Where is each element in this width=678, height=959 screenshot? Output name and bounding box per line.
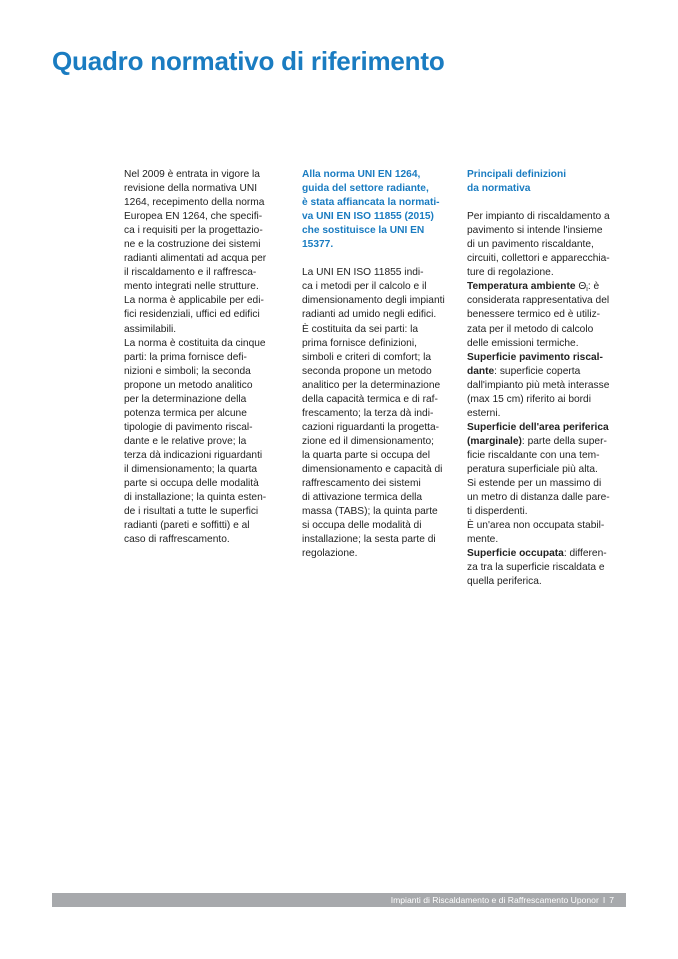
text-line: analitico per la determinazione: [302, 379, 441, 391]
text-line: ficie riscaldante con una tem-: [467, 449, 600, 461]
definition-term: Temperatura ambiente: [467, 281, 576, 293]
text-line: Per impianto di riscaldamento a: [467, 211, 610, 223]
text-line: delle emissioni termiche.: [467, 337, 579, 349]
text-line: potenza termica per alcune: [124, 407, 247, 419]
text-line: peratura superficiale più alta.: [467, 463, 598, 475]
text-line: terza dà indicazioni riguardanti: [124, 449, 263, 461]
text-line: di attivazione termica della: [302, 492, 423, 504]
text-line: esterni.: [467, 407, 501, 419]
text-line: ture di regolazione.: [467, 267, 554, 279]
footer-title: Impianti di Riscaldamento e di Raffrescamento Uponor: [390, 895, 599, 905]
text-line: revisione della normativa UNI: [124, 183, 258, 195]
column-2-text: [302, 168, 452, 561]
spacer: [302, 252, 452, 266]
text-line: La norma è costituita da cinque: [124, 337, 266, 349]
definition-text: : differen-: [563, 548, 607, 560]
page-title: Quadro normativo di riferimento: [52, 46, 445, 76]
definition-term: (marginale): [467, 435, 522, 447]
text-line: ca i metodi per il calcolo e il: [302, 281, 427, 293]
text-line: caso di raffrescamento.: [124, 534, 230, 546]
text-line: il dimensionamento; la quarta: [124, 463, 258, 475]
text-line: parti: la prima fornisce defi-: [124, 351, 247, 363]
text-line: za tra la superficie riscaldata e: [467, 562, 605, 574]
definition-term: Superficie dell'area periferica: [467, 421, 609, 433]
text-line: di installazione; la quinta esten-: [124, 492, 267, 504]
text-line: prima fornisce definizioni,: [302, 337, 417, 349]
text-line: propone un metodo analitico: [124, 379, 253, 391]
text-line: simboli e criteri di comfort; la: [302, 351, 432, 363]
text-line: nizioni e simboli; la seconda: [124, 365, 251, 377]
text-line: mento integrati nelle strutture.: [124, 281, 259, 293]
highlight-line: guida del settore radiante,: [302, 183, 429, 195]
text-line: si occupa delle modalità di: [302, 520, 422, 532]
theta-subscript: i: [586, 286, 588, 294]
section-heading: da normativa: [467, 183, 531, 195]
text-line: tipologie di pavimento riscal-: [124, 421, 253, 433]
text-line: seconda propone un metodo: [302, 365, 432, 377]
highlight-line: 15377.: [302, 239, 334, 251]
text-line: dall'impianto più metà interasse: [467, 379, 610, 391]
definition-line: [467, 547, 619, 561]
footer-text: [391, 893, 614, 907]
definition-line: [467, 365, 619, 379]
text-line: La norma è applicabile per edi-: [124, 295, 264, 307]
text-line: benessere termico ed è utiliz-: [467, 309, 601, 321]
text-line: per la determinazione della: [124, 393, 247, 405]
text-line: circuiti, collettori e apparecchia-: [467, 253, 610, 265]
text-line: installazione; la sesta parte di: [302, 534, 436, 546]
definition-term: Superficie occupata: [467, 548, 564, 560]
text-line: parte si occupa delle modalità: [124, 478, 259, 490]
definition-text: : è: [587, 281, 600, 293]
text-line: la quarta parte si occupa del: [302, 449, 430, 461]
text-line: Si estende per un massimo di: [467, 478, 602, 490]
text-line: La UNI EN ISO 11855 indi-: [302, 267, 424, 279]
highlight-line: che sostituisce la UNI EN: [302, 225, 425, 237]
text-line: È un'area non occupata stabil-: [467, 520, 605, 532]
text-line: radianti ad umido negli edifici.: [302, 309, 437, 321]
text-line: zata per il metodo di calcolo: [467, 323, 594, 335]
text-line: ca i requisiti per la progettazio-: [124, 225, 263, 237]
column-3-text: [467, 168, 619, 589]
text-line: ti disperdenti.: [467, 506, 528, 518]
text-line: radianti (pareti e soffitti) e al: [124, 520, 250, 532]
section-heading: Principali definizioni: [467, 169, 567, 180]
definition-line: [467, 435, 619, 449]
text-line: un metro di distanza dalle pare-: [467, 492, 610, 504]
text-line: fici residenziali, uffici ed edifici: [124, 309, 260, 321]
page-number: 7: [609, 895, 614, 905]
highlight-line: è stata affiancata la normati-: [302, 197, 440, 209]
definition-line: [467, 280, 619, 294]
highlight-line: Alla norma UNI EN 1264,: [302, 169, 421, 180]
definition-term: Superficie pavimento riscal-: [467, 351, 603, 363]
text-line: de i risultati a tutte le superfici: [124, 506, 259, 518]
definition-term: dante: [467, 365, 495, 377]
text-line: considerata rappresentativa del: [467, 295, 610, 307]
text-line: il riscaldamento e il raffresca-: [124, 267, 257, 279]
definition-text: : superficie coperta: [494, 365, 581, 377]
text-line: frescamento; la terza dà indi-: [302, 407, 434, 419]
text-line: massa (TABS); la quinta parte: [302, 506, 438, 518]
text-line: regolazione.: [302, 548, 358, 560]
text-line: Nel 2009 è entrata in vigore la: [124, 169, 260, 180]
spacer: [467, 196, 619, 210]
definition-text: : parte della super-: [521, 435, 607, 447]
text-line: pavimento si intende l'insieme: [467, 225, 603, 237]
column-1-text: [124, 168, 274, 547]
text-line: raffrescamento dei sistemi: [302, 478, 421, 490]
text-line: quella periferica.: [467, 576, 542, 588]
text-line: Europea EN 1264, che specifi-: [124, 211, 263, 223]
footer-bar: [52, 893, 626, 907]
text-line: dimensionamento degli impianti: [302, 295, 445, 307]
text-line: (max 15 cm) riferito ai bordi: [467, 393, 591, 405]
theta-symbol: Θ: [578, 281, 587, 293]
text-line: mente.: [467, 534, 499, 546]
text-line: zione ed il dimensionamento;: [302, 435, 434, 447]
text-line: È costituita da sei parti: la: [302, 323, 419, 335]
text-line: della capacità termica e di raf-: [302, 393, 438, 405]
text-line: assimilabili.: [124, 323, 177, 335]
text-line: ne e la costruzione dei sistemi: [124, 239, 261, 251]
text-line: di un pavimento riscaldante,: [467, 239, 594, 251]
text-line: radianti alimentati ad acqua per: [124, 253, 267, 265]
text-line: 1264, recepimento della norma: [124, 197, 265, 209]
text-line: cazioni riguardanti la progetta-: [302, 421, 440, 433]
footer-separator: I: [602, 895, 606, 905]
highlight-line: va UNI EN ISO 11855 (2015): [302, 211, 434, 223]
text-line: dante e le relative prove; la: [124, 435, 247, 447]
text-line: dimensionamento e capacità di: [302, 463, 443, 475]
